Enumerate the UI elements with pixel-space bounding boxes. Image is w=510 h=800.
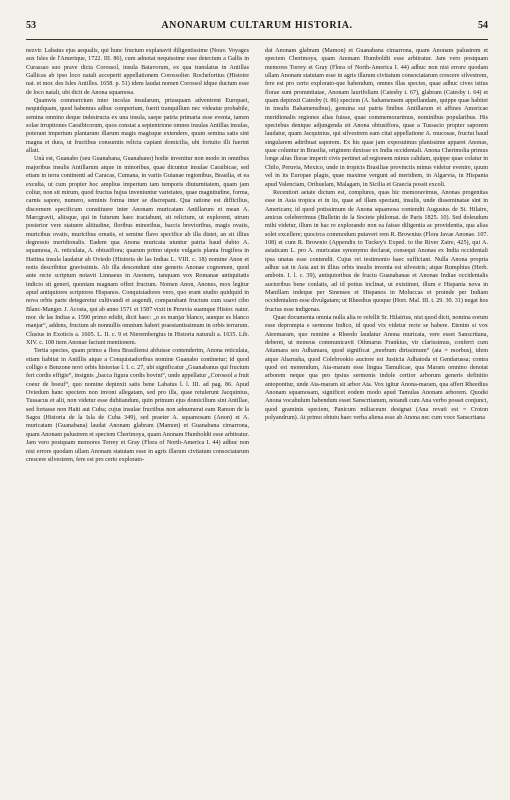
paragraph: Quae documenta omnia nulla alia re refellit Sr. Hilairius, nisi quod dicit, nomina eorum esse deprompta e sermone Indico, id quod vix videtur recte se habere. Etenim si vox Ateemaram, quo nomine a Rheedo laudatur Anona muricata, vere esset Sanscritana, deberet, ut moneus communicavit Othmarus Frankius, vir clarissimus, conferri cum Attamara seu Adhamara, quod significat „morbum dirissimum“ (ata = morbus), idem atque Aharusha, quod Colebrookio auctore est Justicia Adhatoda et Gendarussa; contra quod est monendum, Ata-maram esse lingua Tamulicae, qua Maram omnino denotat arborem neque qua pro ipsius sermonis indole certior arborum generis definitio antoponitur, unde Ata-maram sit arbor Ata. Vox igitur Anona-maram, qua affert Rheedius Anonam squamosam, significet eodem modo apud Tamulas Anonam arborem. Quodsi Anona vocabulum habendum esset Sanscritanum, notandi cum Ana verbo posset conjunci, quod graminis speciem, Panicum miliaceum designat (Ana revati est = Croton polyandrum). At primo obtutu haec verba aliena esse ab Anona nec cum voce Sanscritana — [265, 315, 488, 422]
page-number-right: 54 — [478, 20, 488, 31]
page-number-left: 53 — [26, 20, 36, 31]
header-rule — [26, 39, 488, 40]
running-header — [26, 20, 488, 36]
paragraph: Quamvis commercium inter incolas insularum, priusquam advenirent Europaei, nequidquam, quod habemus adhuc comperium, fuerit tranquillum nec videatur probabile, semina omnino deque indestructa ex una insula, saepe patria primaria esse eventa, tamen solae irruptiones Caraibicorum, quos constat a septentrione omnes insulas Antillas insulas, poterant imperium plantarum illarum magis magisque extendere, quum semina satis sint magna et dura, ut fructibus consumtis relicta capiant domicilia, ubi fortuito illi fuerint allati. — [26, 98, 249, 155]
paragraph: Recentiori aetate dictum est, complures, quas hic memoravimus, Anonas progenitas esse in Asia tropica et in iis, quae ad illam spectant, insulis, unde disseminatae sint in Americam; id quod potissimum de Anona squamosa contendit Augustus de St. Hilaire, amicus celeberrimus (Bulletin de la Societe philomat. de Paris 1825. 10). Sed doleudum mihi videtur, illum in hac re explorando non ea faisse diligentia ac providentia, qua alias solet excellere; quocirca commodum putaveri rem R. Brownius (Flora Javae Anonae. 107. 108) et cum R. Brownio (Appendix to Tuckey's Exped. to the River Zaire, 425), qui A. asiaticam L. pro A. muricatae synonymo declarat, consequi Anonas ex India occidentali ipsa unatas esse contendit. Cujus rei testimonio haec sufficiant. Nulla Anona propria adhuc sat in Asia aut in illius orbis insulis inventa est silvestris; atque Rumphius (Herb. amboin. I. l. c. 39), antiquioribus de fructu Guanabanae et Anonae Indiae occidentalis auctoribus bene conlatis, ad id potius inclinat, ut existimet, illum e Hispania nova in Manillam indeque per Sinenses et Hispanos in Moluccas et proinde per Indiam occidentalem esse divulgatam; ut Rheedius quoque (Hort. Mal. III. t. 29. 30. 31) negat hos fructus esse indigenas. — [265, 189, 488, 313]
left-column — [26, 47, 249, 787]
paragraph: nezvir. Labatus ejus aequalis, qui hunc fructum explanavit diligentissime (Nouv. Voyages aux Isles de l'Amerique, 1722. III. 86), cum adnotat nequissime esse detectum a Gallis in Curassao suo prave dicta Corossol, insula Batavorum, ex qua translatus in Antillas Gallicas ab ipso loco natali acceperit appellationem Corossolier. Rochefortius (Histoire nat. et mor. des Isles Antilles. 1658. p. 51) idem laudat nomen Corossol idque ductum esse de loco natali, ubi dicit de Anona squamosa. — [26, 48, 249, 96]
paragraph: Tertia species, quam primo a flora Brasiliensi abfuisse contenderim, Anona reticulata, etiam habitat in Antillis atque a Conquistadoribus nomine Guanabo continetur; id quod colligo e Benzone novi orbis historiae l. I. c. 27, ubi significatur „Guanabanus qui fructum fert cordis effigie“, insignis „bacca figura cordis bovini“, unde appellatur „Corossol a fruit coeur de boeuf“, quo nomine depinxit satis bene Labatus l. l. III. ad pag. 86. Apud Oviedum hanc speciem non invoni allegatam, sed pro illa, quae retulerunt Jacquinius, Tussacus et alii, non videtur esse dubitandum, quin primum ejus domicilium sint Antillae, sed fortasse non Haiti aut Cuba; cujus insulae fructibus non adnumerat eam Ramon de la Sagra (Historia de la Isla de Cuba 349), sed praeter A. squamosam (Anon) et A. muricatam (Guanabana) laudat Anonam glabram (Mamon) et Guanabana cimarrona, quam Anonam palustrem et speciem Cherimoya, quam Anonam Humboldti esse arbitratur. Jam vero postquam memores Torrey et Gray (Flora of North-America I. 44) adhuc non nisi errore quodam ullam Anonam statutam esse in agris illarum civitatum consociatarum crescere silvestrem, fere est pro certo explorato- — [26, 348, 249, 463]
paragraph: dat Anonam glabram (Mamon) et Guanabana cimarrona, quam Anonam palustrem et speciem Cherimoya, quam Anonam Humboldti esse arbitratur. Jam vero postquam memores Torrey et Gray (Flora of North-America I. 44) adhuc non nisi errore quodam ullam Anonam statutam esse in agris illarum civitatum consociatarum crescere silvestrem, fere est pro certo explorato-que habendum, omnes illas species, quae adhuc cives istius florae sunt pronuntiatae, Anonam laurifoliam (Catesby t. 67), glabram (Catesby i. 64) et quam depinxit Catesby (t. 86) speciem (A. bahamensem appellandam, quippe quae habitet in insulis Bahamensibus), genuina sui patria finibus Antillarum et affines Americae meridionalis regiones alias fuisse, quae commemorarimus, nominibus popularibus. His speciebus denique adjungenda sit Anona obtusifiora, quae a Tussacio propter saporem laudatur, quam Jacquinius, qui silvestrem eam citat appellatione A. mucosae, fructui haud singularem adtribuat saporem. Ex his quae jam exposuimus planissime apparet Anonas, quae coluntur in Brasilia, originem duxisse ex India occidentali. Anona Cherimolia primus longe alius florae imperii civis pertinet ad regionem minus calidam, quippe quae colatur in Chilo, Peruvia, Mexico, unde in tropicis Brasiliae provinciis minus videtur evenire, quum vel in its Europae plagis, quae maxime vergunt ad meridiem, in Algarvia, in Hispania apud Valenciam, Orihuelam, Malagam, in Sicilia et Graecia possit excoli. — [265, 48, 488, 188]
paragraph: Unà est, Guanabo (seu Guanabana, Guanabano) hodie invenitur non modo in omnibus majoribus insulis Antillarum atque in minoribus, quae dicuntur insulae Caraibicae, sed etiam in terra continenti ad Caracas, Cumana, in variis Guianae regionibus, Brasilia, et ea exculta, ut cum propter hoc amplius imperium tam temporis diuturnitatem, quam jam coliur, non sit mirum, quod fructus hujus inveniuntur varietates, quae magnitudine, forma, carnis sapore, numero, seminis forma inter se discrepant. Qua ratione est difficilius, discernere specificum constituere inter Anonam muricatam Antillarum et mean A. Marcgravii, aliisque, qui in futurum haec tractabunt, sit relictum, ut explorent, utrum posterior vere statuere altitudine, floribus minoribus, baccis brevioribus, magis ovatis, muricibus ovatis, muricibus ornatis, et semine flavo specifice ab illa distet, an sit illius degressio meridionalis. Eadem qua Anona muricata utuntur patria haud dubio A. squamosa, A. reticulata, A. obtusifiora; quarum primo utpote vulgaris planta frugifera in Haitina insula laudatur ab Oviedo (Historia de las Indias L. VIII. c. 18) nomine Anon et notis describitur gravissimis. Ab illa descendunt sine generis Anonae cognomen, quod ante recte scriptum notavit Linnaeus in Anonem, tanquam vox Romanae antiquitatis indicio sit generi, quoniam magnam offert fructum. Nomen Anon, Anones, mox legitur apud antiquiores scriptores Hispanos. Conquistadores vero, quo erant studio quidquid in nova orbis parte detegeretur cultivandi et augendi, comparabant fructum cum suavi cibo Blanc-Manger. J. Acosta, qui ab anno 1571 et 1587 vixit in Peruvia suamque Histor. natur. mor. de las Indias a. 1590 primo edidit, dicit haec: „o es manjar blanco, aunque es blanco manjar“, addens, fructum ab nonnullis omnium haberi praestantissimum in orbis terrarum. Clusius in Exoticis a. 1605. L. II. c. 9 et Nierembergius in Historia naturali a. 1635. Lib. XIV. c. 108 item Anonae faciunt mentionem. — [26, 156, 249, 347]
text-columns — [26, 47, 488, 787]
running-title: ANONARUM CULTARUM HISTORIA. — [161, 20, 353, 31]
right-column — [265, 47, 488, 787]
